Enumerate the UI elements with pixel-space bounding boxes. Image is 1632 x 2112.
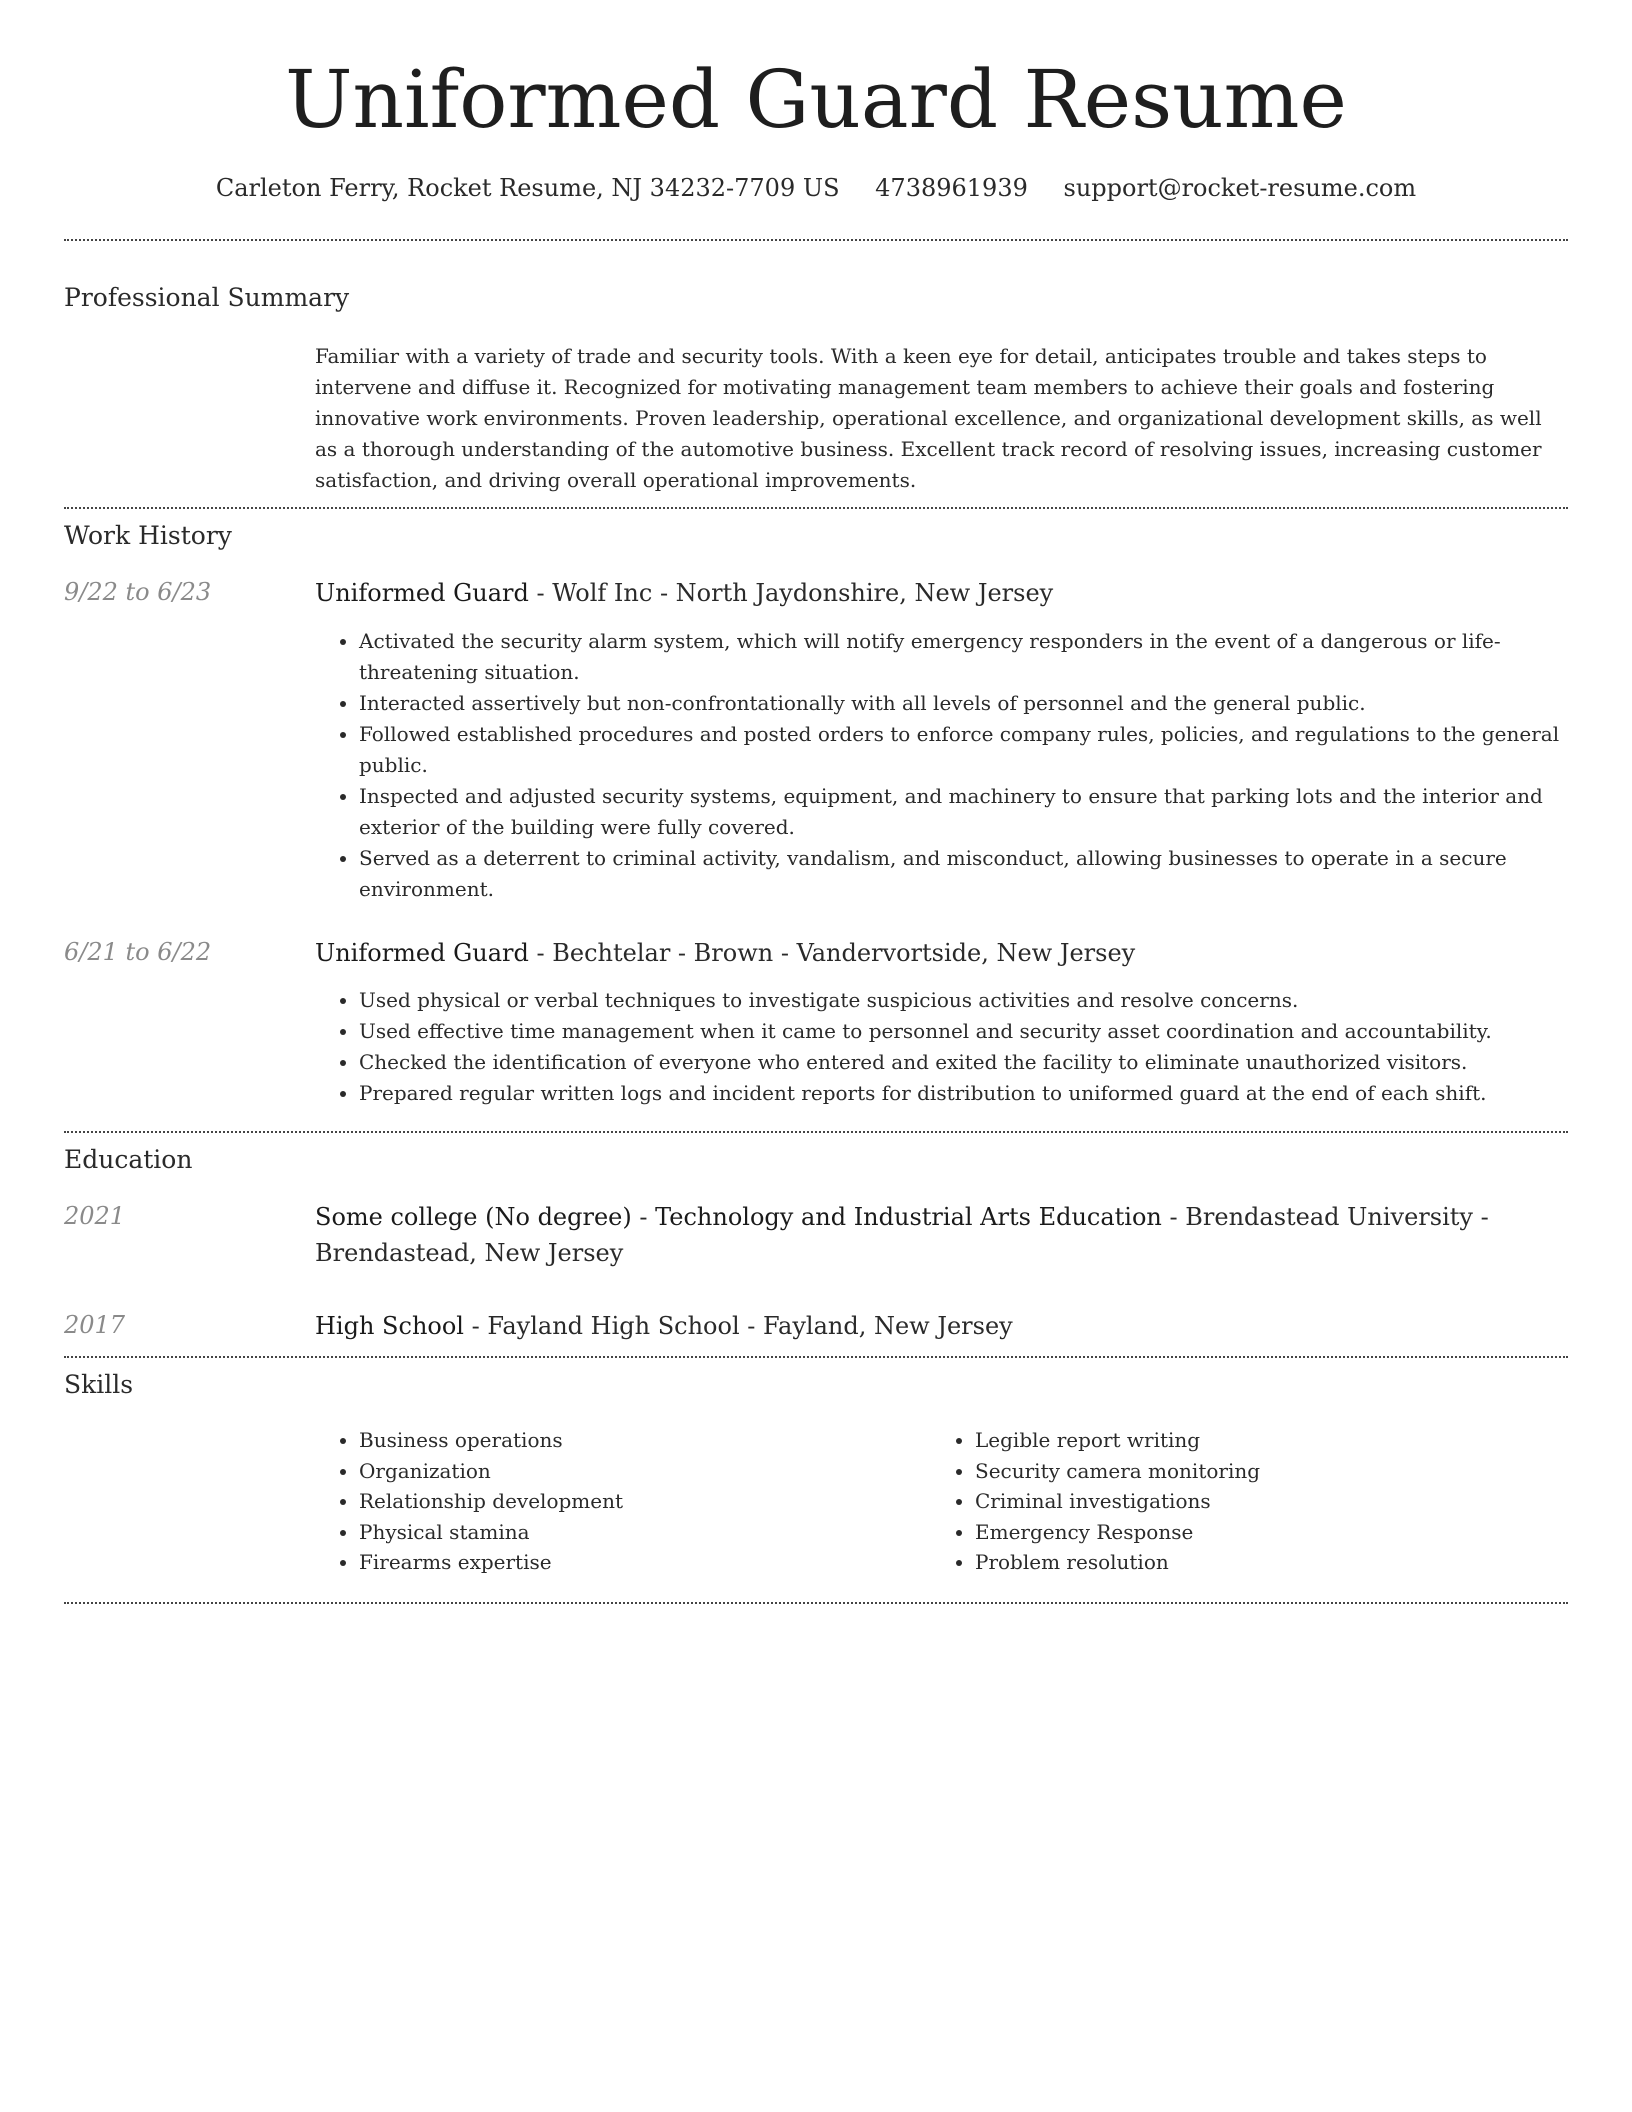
resume-title: Uniformed Guard Resume	[285, 53, 1347, 146]
education-school: - Brendastead University - Brendastead, New Jersey	[315, 1203, 1489, 1267]
education-year: 2021	[64, 1202, 126, 1230]
job-employer: - Wolf Inc - North Jaydonshire, New Jersey	[528, 579, 1054, 607]
section-title-skills: Skills	[64, 1370, 134, 1399]
skill-item: • Security camera monitoring	[975, 1456, 1575, 1487]
list-item: • Activated the security alarm system, which will notify emergency responders in the event of a dangerous or life-threatening situation.	[359, 626, 1614, 688]
list-item: • Inspected and adjusted security systems, equipment, and machinery to ensure that parking lots and the interior and exterior of the building were fully covered.	[359, 781, 1614, 843]
divider	[64, 1131, 1568, 1133]
education-degree: High School	[315, 1312, 464, 1340]
list-item: • Used effective time management when it came to personnel and security asset coordination and accountability.	[359, 1016, 1614, 1047]
contact-phone: 4738961939	[875, 174, 1028, 202]
skills-list-right	[931, 1425, 1575, 1578]
job-employer: - Bechtelar - Brown - Vandervortside, New Jersey	[528, 939, 1136, 967]
education-entry	[315, 1308, 1570, 1344]
divider	[64, 239, 1568, 241]
skill-item: • Relationship development	[359, 1486, 919, 1517]
skills-list-left	[315, 1425, 919, 1578]
divider	[64, 1356, 1568, 1358]
divider	[64, 1602, 1568, 1604]
list-item: • Interacted assertively but non-confrontationally with all levels of personnel and the general public.	[359, 688, 1614, 719]
job-title: Uniformed Guard	[315, 939, 529, 967]
education-degree: Some college (No degree)	[315, 1203, 632, 1231]
list-item: • Used physical or verbal techniques to investigate suspicious activities and resolve concerns.	[359, 985, 1614, 1016]
education-separator: -	[631, 1203, 656, 1231]
list-item: • Followed established procedures and posted orders to enforce company rules, policies, and regulations to the general public.	[359, 719, 1614, 781]
education-school: - Fayland High School - Fayland, New Jersey	[463, 1312, 1013, 1340]
skill-item: • Criminal investigations	[975, 1486, 1575, 1517]
job-heading	[315, 575, 1570, 611]
education-year: 2017	[64, 1311, 126, 1339]
section-title-summary: Professional Summary	[64, 283, 350, 312]
education-entry	[315, 1199, 1570, 1271]
summary-text: Familiar with a variety of trade and security tools. With a keen eye for detail, anticipates trouble and takes steps to intervene and diffuse it. Recognized for motivating management team members to achieve their goals and fostering innovative work environments. Proven leadership, operational excellence, and organizational development skills, as well as a thorough understanding of the automotive business. Excellent track record of resolving issues, increasing customer satisfaction, and driving overall operational improvements.	[315, 344, 1542, 492]
list-item: • Served as a deterrent to criminal activity, vandalism, and misconduct, allowing businesses to operate in a secure environment.	[359, 843, 1614, 905]
contact-line	[0, 172, 1632, 204]
contact-email: support@rocket-resume.com	[1063, 174, 1417, 202]
education-field: Technology and Industrial Arts Education	[655, 1203, 1162, 1231]
skill-item: • Firearms expertise	[359, 1547, 919, 1578]
skill-item: • Emergency Response	[975, 1517, 1575, 1548]
job-title: Uniformed Guard	[315, 579, 529, 607]
skill-item: • Problem resolution	[975, 1547, 1575, 1578]
divider	[64, 507, 1568, 509]
job-bullets	[315, 626, 1614, 905]
list-item: • Prepared regular written logs and incident reports for distribution to uniformed guard at the end of each shift.	[359, 1078, 1614, 1109]
job-dates: 9/22 to 6/23	[64, 578, 212, 606]
skill-item: • Legible report writing	[975, 1425, 1575, 1456]
skill-item: • Business operations	[359, 1425, 919, 1456]
job-heading	[315, 935, 1570, 971]
section-title-education: Education	[64, 1145, 193, 1174]
skill-item: • Physical stamina	[359, 1517, 919, 1548]
section-title-work: Work History	[64, 521, 232, 550]
job-bullets	[315, 985, 1614, 1109]
skill-item: • Organization	[359, 1456, 919, 1487]
job-dates: 6/21 to 6/22	[64, 938, 212, 966]
list-item: • Checked the identification of everyone who entered and exited the facility to eliminate unauthorized visitors.	[359, 1047, 1614, 1078]
contact-address: Carleton Ferry, Rocket Resume, NJ 34232-7709 US	[215, 174, 840, 202]
